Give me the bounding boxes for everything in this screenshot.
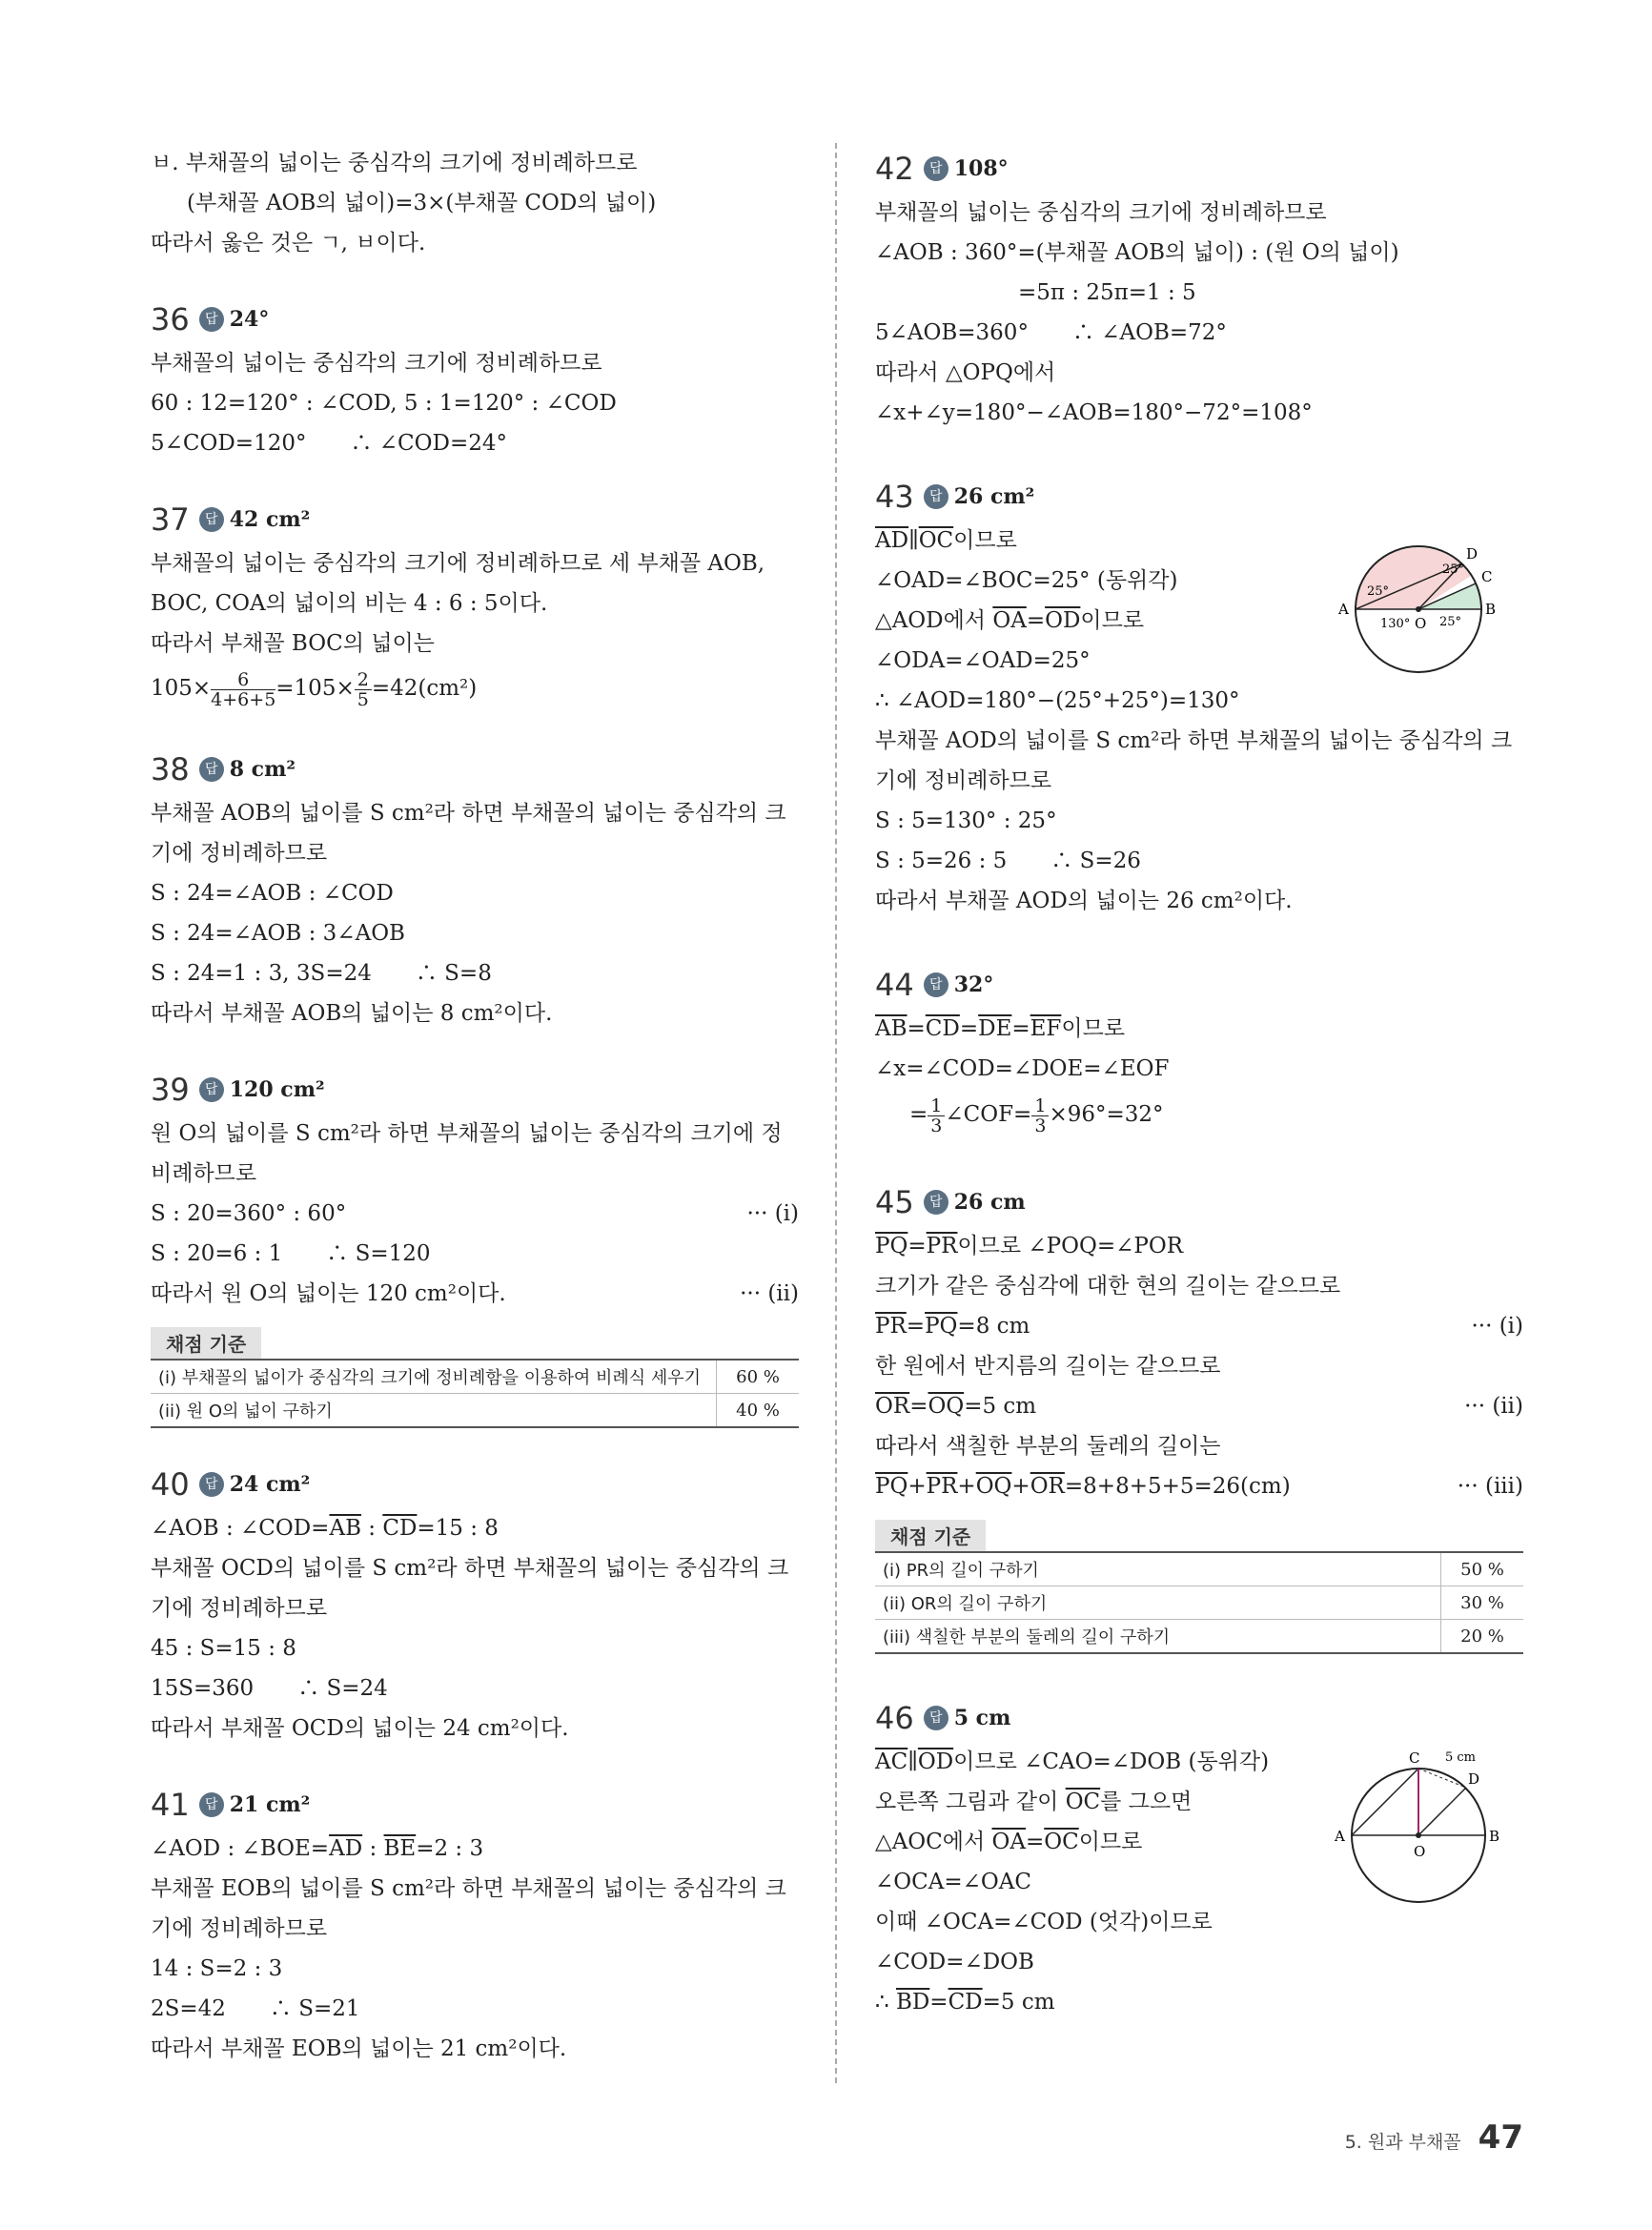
text-line: 부채꼴 AOB의 넓이를 S cm²라 하면 부채꼴의 넓이는 중심각의 크	[151, 801, 786, 826]
segment-label: $\overline{AB}$	[875, 1016, 908, 1041]
solution-39	[151, 1064, 799, 1428]
answer-badge-icon: 답	[199, 757, 224, 782]
answer-badge-icon: 답	[199, 307, 224, 332]
answer-badge-icon: 답	[199, 1792, 224, 1817]
formula-part: 이므로 ∠POQ=∠POR	[957, 1234, 1184, 1258]
answer: 32°	[953, 972, 994, 997]
table-row	[875, 1620, 1523, 1654]
formula-part: =8 cm	[957, 1314, 1030, 1339]
answer: 120 cm²	[229, 1077, 325, 1102]
text-line: $\overline{PQ}=\overline{PR}$이므로 ∠POQ=∠POR	[875, 1234, 1184, 1258]
text-line: $\overline{OR}=\overline{OQ}=5$ cm ··· (ii)	[875, 1386, 1523, 1426]
step-tag: ··· (iii)	[1457, 1474, 1523, 1499]
fraction	[1031, 1096, 1049, 1135]
segment-label: $\overline{OQ}$	[928, 1394, 965, 1419]
text-line: 원 O의 넓이를 S cm²라 하면 부채꼴의 넓이는 중심각의 크기에 정	[151, 1121, 783, 1146]
label-a: A	[1338, 601, 1349, 618]
formula-part: 이므로	[1078, 1830, 1143, 1854]
text-line: 부채꼴 AOD의 넓이를 S cm²라 하면 부채꼴의 넓이는 중심각의 크	[875, 728, 1513, 753]
table-row	[151, 1394, 799, 1428]
problem-number: 36	[151, 301, 190, 338]
answer-badge-icon: 답	[199, 1077, 224, 1102]
text-line: 따라서 부채꼴 AOB의 넓이는 8 cm²이다.	[151, 1001, 553, 1026]
formula-part: ∠AOD : ∠BOE=	[151, 1836, 330, 1861]
label-d: D	[1468, 1770, 1480, 1788]
text-line: 따라서 △OPQ에서	[875, 360, 1056, 385]
text-line: 따라서 부채꼴 EOB의 넓이는 21 cm²이다.	[151, 2036, 567, 2061]
rubric-percent: 50 %	[1441, 1552, 1524, 1586]
numerator: 1	[1031, 1096, 1049, 1116]
formula-part: ∴	[875, 1990, 896, 2015]
arc-label: $\overline{AD}$	[329, 1836, 363, 1861]
step-tag: ··· (i)	[746, 1201, 799, 1226]
table-row	[875, 1586, 1523, 1620]
formula-part: 이므로	[1080, 608, 1145, 633]
chapter-title: 5. 원과 부채꼴	[1344, 2132, 1461, 2153]
text-line: $\overline{PQ}+\overline{PR}+\overline{OQ}+\overline{OR}=8+8+5+5=26(cm)$ ··· (iii)	[875, 1466, 1523, 1506]
text-line: 5∠COD=120° ∴ ∠COD=24°	[151, 431, 507, 456]
text-line	[151, 1829, 799, 1869]
problem-header	[151, 494, 799, 543]
segment-label: $\overline{OQ}$	[975, 1474, 1012, 1499]
formula-part: =105×	[275, 676, 355, 701]
text-line: 비례하므로	[151, 1161, 257, 1186]
label-b: B	[1485, 601, 1497, 618]
arc-label: $\overline{CD}$	[382, 1516, 418, 1541]
step-tag: ··· (ii)	[740, 1281, 799, 1306]
table-row	[151, 1360, 799, 1394]
text-line: 따라서 부채꼴 OCD의 넓이는 24 cm²이다.	[151, 1716, 569, 1741]
numerator: 2	[355, 670, 372, 690]
segment-label: $\overline{OC}$	[1065, 1790, 1101, 1814]
text-line: 2S=42 ∴ S=21	[151, 1996, 360, 2021]
rubric-percent: 60 %	[717, 1360, 800, 1394]
solution-46	[875, 1692, 1523, 2022]
column-divider	[835, 143, 837, 2083]
text-line: $\overline{PR}=\overline{PQ}=8$ cm ··· (i)	[875, 1306, 1523, 1346]
problem-header	[151, 744, 799, 793]
segment-label: $\overline{OC}$	[1044, 1830, 1079, 1854]
formula-part: =8+8+5+5=26(cm)	[1064, 1474, 1291, 1499]
text-line: ∴ $\overline{BD}=\overline{CD}=5$ cm	[875, 1990, 1055, 2015]
text-line: 부채꼴 EOB의 넓이를 S cm²라 하면 부채꼴의 넓이는 중심각의 크	[151, 1876, 786, 1901]
scoring-rubric	[151, 1327, 799, 1428]
solution-35-tail	[151, 143, 799, 263]
label-o: O	[1415, 615, 1427, 632]
text-line: 60 : 12=120° : ∠COD, 5 : 1=120° : ∠COD	[151, 391, 617, 416]
center-point	[1416, 1832, 1421, 1838]
arc-label: $\overline{BE}$	[383, 1836, 417, 1861]
answer-badge-icon: 답	[924, 1190, 948, 1215]
problem-header	[151, 1459, 799, 1508]
radius-od	[1418, 1788, 1466, 1835]
formula-part: =5 cm	[982, 1990, 1055, 2015]
text-line: S : 5=26 : 5 ∴ S=26	[875, 849, 1141, 873]
answer: 108°	[953, 156, 1009, 181]
formula-part: S : 20=360° : 60°	[151, 1201, 347, 1226]
formula-part: 오른쪽 그림과 같이	[875, 1790, 1066, 1814]
answer-badge-icon: 답	[199, 507, 224, 532]
rubric-percent: 30 %	[1441, 1586, 1524, 1620]
answer: 21 cm²	[229, 1792, 311, 1817]
segment-label: $\overline{PR}$	[875, 1314, 907, 1339]
formula-part: 105×	[151, 676, 212, 701]
problem-number: 42	[875, 151, 914, 187]
segment-label: $\overline{PQ}$	[875, 1474, 908, 1499]
text-line	[151, 1194, 799, 1234]
denominator: 5	[357, 688, 369, 710]
rubric-percent: 40 %	[717, 1394, 800, 1428]
segment-label: $\overline{CD}$	[925, 1016, 960, 1041]
problem-header	[875, 471, 1523, 521]
answer: 8 cm²	[229, 757, 296, 782]
text-line: 따라서 색칠한 부분의 둘레의 길이는	[875, 1434, 1221, 1459]
problem-number: 40	[151, 1466, 190, 1503]
text-line: 14 : S=2 : 3	[151, 1956, 283, 1981]
text-line: ∠ODA=∠OAD=25°	[875, 648, 1091, 673]
formula-part: =	[1026, 608, 1046, 633]
step-tag: ··· (ii)	[1464, 1394, 1523, 1419]
rubric-percent: 20 %	[1441, 1620, 1524, 1654]
answer-badge-icon: 답	[924, 972, 948, 997]
text-line: 한 원에서 반지름의 길이는 같으므로	[875, 1354, 1221, 1379]
rubric-criterion: (i) 부채꼴의 넓이가 중심각의 크기에 정비례함을 이용하여 비례식 세우기	[151, 1360, 717, 1394]
text-line: =5π : 25π=1 : 5	[1018, 280, 1196, 305]
text-line: 15S=360 ∴ S=24	[151, 1676, 388, 1701]
text-line: 이때 ∠OCA=∠COD (엇각)이므로	[875, 1910, 1213, 1934]
denominator: 3	[1034, 1115, 1047, 1136]
solution-38	[151, 744, 799, 1033]
solution-37	[151, 494, 799, 713]
length-label: 5 cm	[1445, 1750, 1477, 1765]
formula-part: =42(cm²)	[371, 676, 478, 701]
formula-part: 를 그으면	[1100, 1790, 1193, 1814]
text-line: 기에 정비례하므로	[875, 768, 1052, 793]
answer: 24 cm²	[229, 1472, 311, 1497]
problem-number: 38	[151, 751, 190, 788]
segment-label: $\overline{OD}$	[1045, 608, 1081, 633]
problem-number: 37	[151, 501, 190, 538]
chord-cd	[1418, 1769, 1466, 1788]
problem-header	[875, 143, 1523, 193]
text-line: 따라서 부채꼴 AOD의 넓이는 26 cm²이다.	[875, 889, 1293, 913]
solution-43	[875, 471, 1523, 921]
right-column	[875, 143, 1523, 2022]
formula-part: △AOC에서	[875, 1830, 992, 1854]
text-line: ∴ ∠AOD=180°−(25°+25°)=130°	[875, 688, 1240, 713]
formula-part: ∥	[908, 528, 919, 553]
formula-part: ×96°=32°	[1049, 1102, 1164, 1127]
text-line: 기에 정비례하므로	[151, 1916, 328, 1941]
answer: 24°	[229, 307, 270, 332]
text-line: S : 20=6 : 1 ∴ S=120	[151, 1241, 431, 1266]
segment-label: $\overline{OA}$	[992, 608, 1027, 633]
center-point	[1416, 606, 1421, 612]
label-a: A	[1335, 1828, 1345, 1845]
solution-44	[875, 959, 1523, 1140]
segment-label: $\overline{OA}$	[991, 1830, 1026, 1854]
rubric-criterion: (i) PR의 길이 구하기	[875, 1552, 1441, 1586]
segment-label: $\overline{PQ}$	[925, 1314, 958, 1339]
text-line: ∠x+∠y=180°−∠AOB=180°−72°=108°	[875, 400, 1313, 425]
page-number: 47	[1478, 2118, 1523, 2157]
text-line: 크기가 같은 중심각에 대한 현의 길이는 같으므로	[875, 1274, 1341, 1299]
problem-header	[875, 959, 1523, 1009]
text-line: BOC, COA의 넓이의 비는 4 : 6 : 5이다.	[151, 591, 548, 616]
formula-part: :	[360, 1516, 383, 1541]
rubric-criterion: (ii) OR의 길이 구하기	[875, 1586, 1441, 1620]
page-footer	[1345, 2118, 1523, 2157]
problem-number: 43	[875, 479, 914, 515]
text-line: 부채꼴의 넓이는 중심각의 크기에 정비례하므로 세 부채꼴 AOB,	[151, 551, 765, 576]
text-line: S : 24=∠AOB : ∠COD	[151, 881, 394, 906]
formula-part: 이므로	[953, 528, 1017, 553]
fraction	[355, 670, 372, 709]
formula-line	[151, 664, 799, 713]
answer-badge-icon: 답	[924, 156, 948, 181]
text-line: S : 24=∠AOB : 3∠AOB	[151, 921, 405, 946]
rubric-table	[151, 1359, 799, 1428]
answer: 42 cm²	[229, 507, 311, 532]
problem-header	[151, 1064, 799, 1114]
text-line: △AOC에서 $\overline{OA}=\overline{OC}$이므로	[875, 1830, 1143, 1854]
solution-36	[151, 294, 799, 463]
rubric-criterion: (iii) 색칠한 부분의 둘레의 길이 구하기	[875, 1620, 1441, 1654]
text-line: ㅂ. 부채꼴의 넓이는 중심각의 크기에 정비례하므로	[151, 151, 638, 175]
problem-number: 45	[875, 1184, 914, 1220]
circle-figure-43	[1333, 519, 1523, 690]
formula-part: =15 : 8	[417, 1516, 499, 1541]
fraction	[928, 1096, 945, 1135]
text-line: $\overline{AC}\parallel\overline{OD}$이므로 ∠CAO=∠DOB (동위각)	[875, 1749, 1270, 1774]
text-line: $\overline{AB}=\overline{CD}=\overline{DE}=\overline{EF}$이므로	[875, 1016, 1126, 1041]
label-b: B	[1489, 1828, 1500, 1845]
step-tag: ··· (i)	[1471, 1314, 1523, 1339]
arc-label: $\overline{AB}$	[329, 1516, 361, 1541]
rubric-criterion: (ii) 원 O의 넓이 구하기	[151, 1394, 717, 1428]
text-line: ∠OCA=∠OAC	[875, 1870, 1031, 1894]
text-line: 따라서 부채꼴 BOC의 넓이는	[151, 631, 435, 656]
text-line	[151, 1508, 799, 1548]
solution-41	[151, 1779, 799, 2069]
segment-label: $\overline{OR}$	[1030, 1474, 1065, 1499]
rubric-header: 채점 기준	[151, 1327, 261, 1359]
segment-label: $\overline{AC}$	[875, 1749, 908, 1774]
formula-part: ∠COF=	[945, 1102, 1032, 1127]
segment-label: $\overline{DE}$	[978, 1016, 1012, 1041]
answer: 26 cm²	[953, 484, 1035, 509]
formula-part: △AOD에서	[875, 608, 993, 633]
circle-figure-46	[1323, 1740, 1523, 1912]
text-line: ∠COD=∠DOB	[875, 1950, 1034, 1974]
rubric-table	[875, 1551, 1523, 1654]
solution-40	[151, 1459, 799, 1749]
text-line: 부채꼴의 넓이는 중심각의 크기에 정비례하므로	[151, 351, 602, 376]
formula-part: ∠AOB : ∠COD=	[151, 1516, 330, 1541]
text-line	[151, 1274, 799, 1314]
left-column	[151, 143, 799, 2069]
segment-label: $\overline{OD}$	[917, 1749, 954, 1774]
formula-part: 이므로	[1061, 1016, 1126, 1041]
formula-part: =5 cm	[964, 1394, 1037, 1419]
text-line: 기에 정비례하므로	[151, 841, 328, 866]
segment-label: $\overline{BD}$	[895, 1990, 930, 2015]
text-line: 부채꼴 OCD의 넓이를 S cm²라 하면 부채꼴의 넓이는 중심각의 크	[151, 1556, 789, 1581]
text-line: 5∠AOB=360° ∴ ∠AOB=72°	[875, 320, 1227, 345]
angle-label: 130°	[1380, 617, 1411, 631]
problem-number: 44	[875, 967, 914, 1003]
scoring-rubric	[875, 1520, 1523, 1654]
text-line: 기에 정비례하므로	[151, 1596, 328, 1621]
answer: 5 cm	[953, 1706, 1011, 1730]
answer-badge-icon: 답	[199, 1472, 224, 1497]
formula-part: 따라서 원 O의 넓이는 120 cm²이다.	[151, 1281, 506, 1306]
solution-42	[875, 143, 1523, 433]
problem-number: 41	[151, 1787, 190, 1823]
problem-header	[875, 1692, 1523, 1742]
fraction	[211, 670, 275, 709]
text-line: S : 24=1 : 3, 3S=24 ∴ S=8	[151, 961, 492, 986]
segment-label: $\overline{CD}$	[948, 1990, 983, 2015]
arc-label: $\overline{PQ}$	[875, 1234, 908, 1258]
denominator: 4+6+5	[211, 688, 276, 710]
numerator: 6	[211, 670, 275, 690]
text-line: (부채꼴 AOB의 넓이)=3×(부채꼴 COD의 넓이)	[187, 191, 657, 215]
text-line: 부채꼴의 넓이는 중심각의 크기에 정비례하므로	[875, 200, 1327, 225]
formula-part: =2 : 3	[416, 1836, 484, 1861]
answer: 26 cm	[953, 1190, 1026, 1215]
problem-number: 46	[875, 1700, 914, 1736]
rubric-header: 채점 기준	[875, 1520, 986, 1551]
text-line: ∠AOB : 360°=(부채꼴 AOB의 넓이) : (원 O의 넓이)	[875, 240, 1399, 265]
numerator: 1	[928, 1096, 945, 1116]
formula-part: 이므로 ∠CAO=∠DOB (동위각)	[953, 1749, 1270, 1774]
text-line: 따라서 옳은 것은 ㄱ, ㅂ이다.	[151, 231, 426, 256]
label-d: D	[1466, 545, 1479, 563]
segment-label: $\overline{AD}$	[875, 528, 909, 553]
arc-label: $\overline{PR}$	[926, 1234, 958, 1258]
answer-badge-icon: 답	[924, 484, 948, 509]
formula-part: =	[909, 1102, 928, 1127]
problem-number: 39	[151, 1072, 190, 1108]
segment-label: $\overline{PR}$	[926, 1474, 958, 1499]
problem-header	[151, 1779, 799, 1829]
solution-45	[875, 1176, 1523, 1654]
angle-label: 25°	[1442, 563, 1465, 577]
segment-label: $\overline{OR}$	[875, 1394, 910, 1419]
label-c: C	[1481, 568, 1493, 585]
label-o: O	[1414, 1843, 1426, 1860]
formula-part: :	[362, 1836, 384, 1861]
segment-label: $\overline{EF}$	[1030, 1016, 1062, 1041]
formula-line	[875, 1089, 1523, 1140]
text-line: 45 : S=15 : 8	[151, 1636, 296, 1661]
denominator: 3	[930, 1115, 943, 1136]
label-c: C	[1409, 1749, 1420, 1767]
answer-badge-icon: 답	[924, 1706, 948, 1730]
table-row	[875, 1552, 1523, 1586]
problem-header	[875, 1176, 1523, 1226]
angle-label: 25°	[1439, 615, 1462, 629]
text-line: ∠x=∠COD=∠DOE=∠EOF	[875, 1056, 1170, 1081]
text-line: ∠OAD=∠BOC=25° (동위각)	[875, 568, 1178, 593]
angle-label: 25°	[1367, 584, 1390, 599]
text-line: S : 5=130° : 25°	[875, 808, 1057, 833]
segment-label: $\overline{OC}$	[918, 528, 954, 553]
problem-header	[151, 294, 799, 343]
